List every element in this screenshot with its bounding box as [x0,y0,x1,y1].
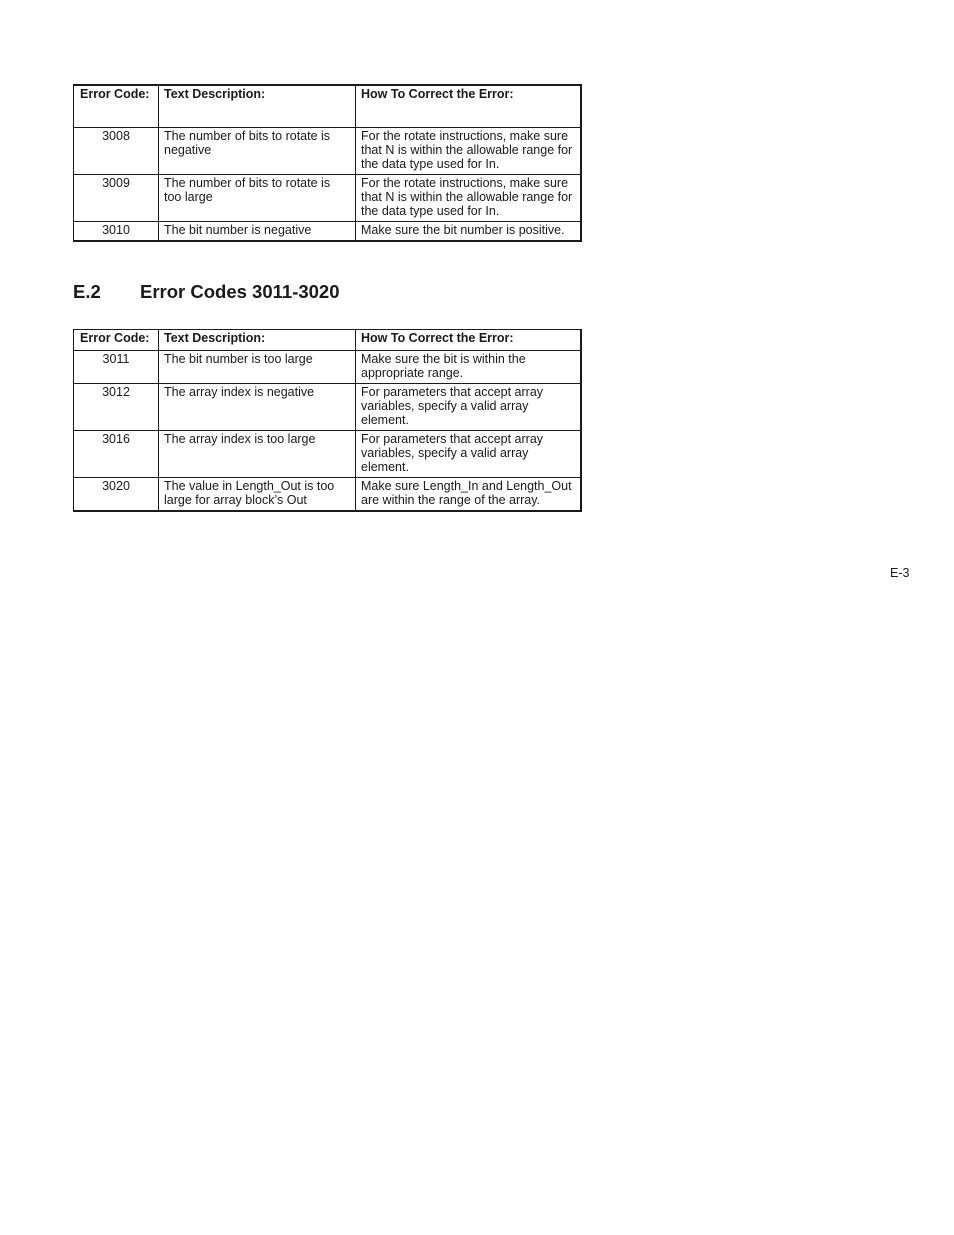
section-number: E.2 [73,281,101,302]
header-how-to-correct: How To Correct the Error: [356,85,581,128]
error-code-cell: 3020 [74,478,159,512]
description-cell: The value in Length_Out is too large for array block’s Out [159,478,356,512]
correction-cell: Make sure the bit is within the appropriate range. [356,351,581,384]
description-cell: The array index is too large [159,431,356,478]
description-cell: The number of bits to rotate is too large [159,175,356,222]
error-code-cell: 3010 [74,222,159,242]
description-cell: The bit number is too large [159,351,356,384]
error-codes-table-3011-3020 [73,329,582,512]
section-heading [73,281,340,303]
table-row [74,175,581,222]
table-row [74,478,581,512]
correction-cell: For the rotate instructions, make sure that N is within the allowable range for the data type used for In. [356,128,581,175]
section-title: Error Codes 3011-3020 [140,281,340,302]
description-cell: The bit number is negative [159,222,356,242]
description-cell: The array index is negative [159,384,356,431]
table-row [74,384,581,431]
header-error-code: Error Code: [74,85,159,128]
table-row [74,128,581,175]
correction-cell: For the rotate instructions, make sure that N is within the allowable range for the data type used for In. [356,175,581,222]
error-code-cell: 3012 [74,384,159,431]
correction-cell: Make sure the bit number is positive. [356,222,581,242]
header-error-code: Error Code: [74,330,159,351]
page-number: E-3 [890,566,910,580]
table-row [74,431,581,478]
correction-cell: For parameters that accept array variables, specify a valid array element. [356,431,581,478]
header-text-description: Text Description: [159,85,356,128]
description-cell: The number of bits to rotate is negative [159,128,356,175]
table-header-row [74,85,581,128]
table-row [74,351,581,384]
header-text-description: Text Description: [159,330,356,351]
table-header-row [74,330,581,351]
correction-cell: Make sure Length_In and Length_Out are within the range of the array. [356,478,581,512]
error-code-cell: 3009 [74,175,159,222]
correction-cell: For parameters that accept array variables, specify a valid array element. [356,384,581,431]
error-code-cell: 3011 [74,351,159,384]
error-code-cell: 3008 [74,128,159,175]
header-how-to-correct: How To Correct the Error: [356,330,581,351]
table-row [74,222,581,242]
error-codes-table-3008-3010 [73,84,582,242]
error-code-cell: 3016 [74,431,159,478]
